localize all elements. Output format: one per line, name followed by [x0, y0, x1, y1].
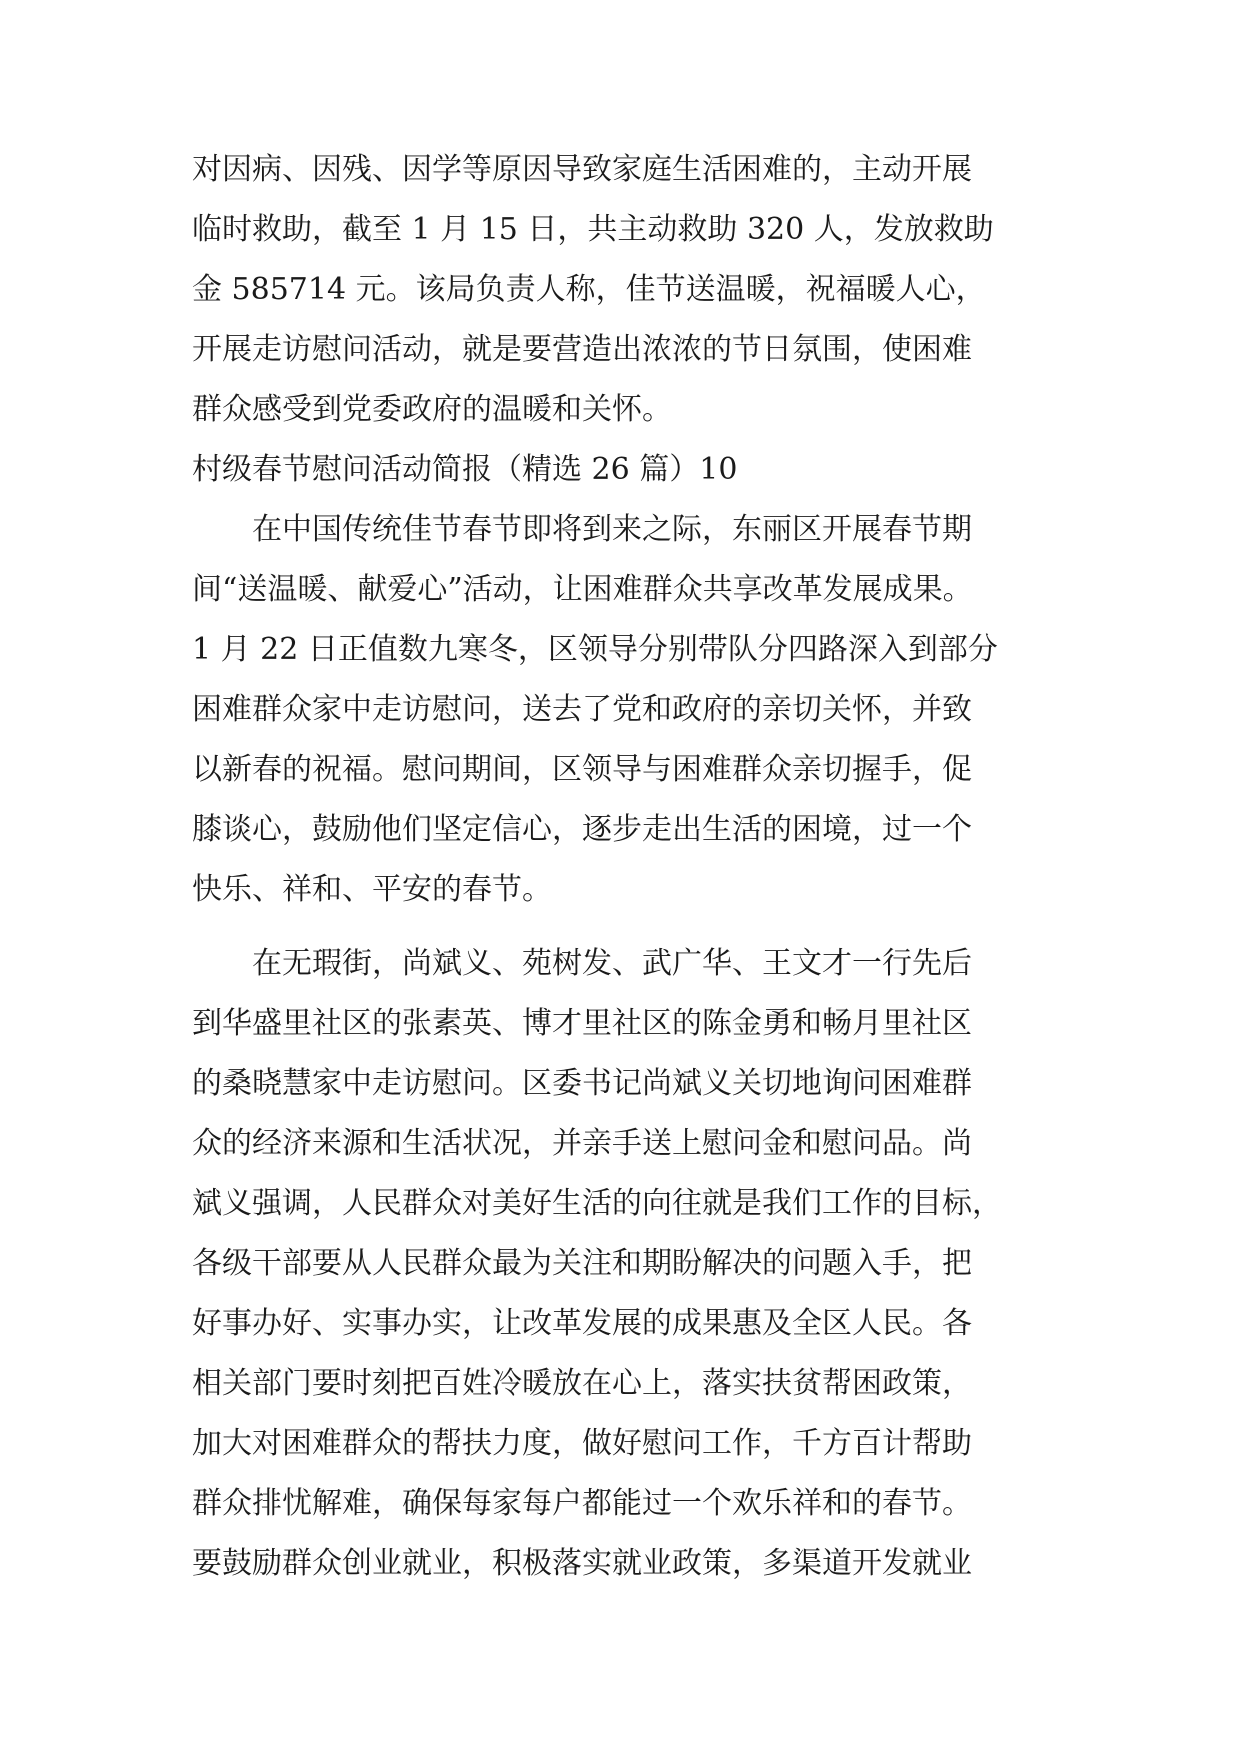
paragraph-2-line-2: 间“送温暖、献爱心”活动，让困难群众共享改革发展成果。: [192, 572, 973, 607]
paragraph-1-line-4: 开展走访慰问活动，就是要营造出浓浓的节日氛围，使困难: [192, 332, 972, 367]
paragraph-2-line-7: 快乐、祥和、平安的春节。: [192, 872, 552, 907]
paragraph-3-line-7: 好事办好、实事办实，让改革发展的成果惠及全区人民。各: [192, 1306, 972, 1341]
paragraph-1-line-1: 对因病、因残、因学等原因导致家庭生活困难的，主动开展: [192, 152, 972, 187]
paragraph-2-line-6: 膝谈心，鼓励他们坚定信心，逐步走出生活的困境，过一个: [192, 812, 972, 847]
paragraph-2-line-1: 在中国传统佳节春节即将到来之际，东丽区开展春节期: [252, 512, 972, 547]
paragraph-3-line-10: 群众排忧解难，确保每家每户都能过一个欢乐祥和的春节。: [192, 1486, 972, 1521]
paragraph-3-line-9: 加大对困难群众的帮扶力度，做好慰问工作，千方百计帮助: [192, 1426, 972, 1461]
paragraph-2-line-4: 困难群众家中走访慰问，送去了党和政府的亲切关怀，并致: [192, 692, 972, 727]
paragraph-3-line-3: 的桑晓慧家中走访慰问。区委书记尚斌义关切地询问困难群: [192, 1066, 972, 1101]
paragraph-2-line-3: 1 月 22 日正值数九寒冬，区领导分别带队分四路深入到部分: [192, 632, 998, 667]
paragraph-3-line-8: 相关部门要时刻把百姓冷暖放在心上，落实扶贫帮困政策，: [192, 1366, 972, 1401]
paragraph-1-line-3: 金 585714 元。该局负责人称，佳节送温暖，祝福暖人心，: [192, 272, 986, 307]
paragraph-3-line-4: 众的经济来源和生活状况，并亲手送上慰问金和慰问品。尚: [192, 1126, 972, 1161]
paragraph-3-line-1: 在无瑕街，尚斌义、苑树发、武广华、王文才一行先后: [252, 946, 972, 981]
paragraph-3-line-2: 到华盛里社区的张素英、博才里社区的陈金勇和畅月里社区: [192, 1006, 972, 1041]
paragraph-3-line-5: 斌义强调，人民群众对美好生活的向往就是我们工作的目标，: [192, 1186, 1002, 1221]
section-heading: 村级春节慰问活动简报（精选 26 篇）10: [192, 452, 738, 487]
paragraph-1-line-2: 临时救助，截至 1 月 15 日，共主动救助 320 人，发放救助: [192, 212, 994, 247]
paragraph-3-line-11: 要鼓励群众创业就业，积极落实就业政策，多渠道开发就业: [192, 1546, 972, 1581]
paragraph-1-line-5: 群众感受到党委政府的温暖和关怀。: [192, 392, 672, 427]
paragraph-3-line-6: 各级干部要从人民群众最为关注和期盼解决的问题入手，把: [192, 1246, 972, 1281]
paragraph-2-line-5: 以新春的祝福。慰问期间，区领导与困难群众亲切握手，促: [192, 752, 972, 787]
